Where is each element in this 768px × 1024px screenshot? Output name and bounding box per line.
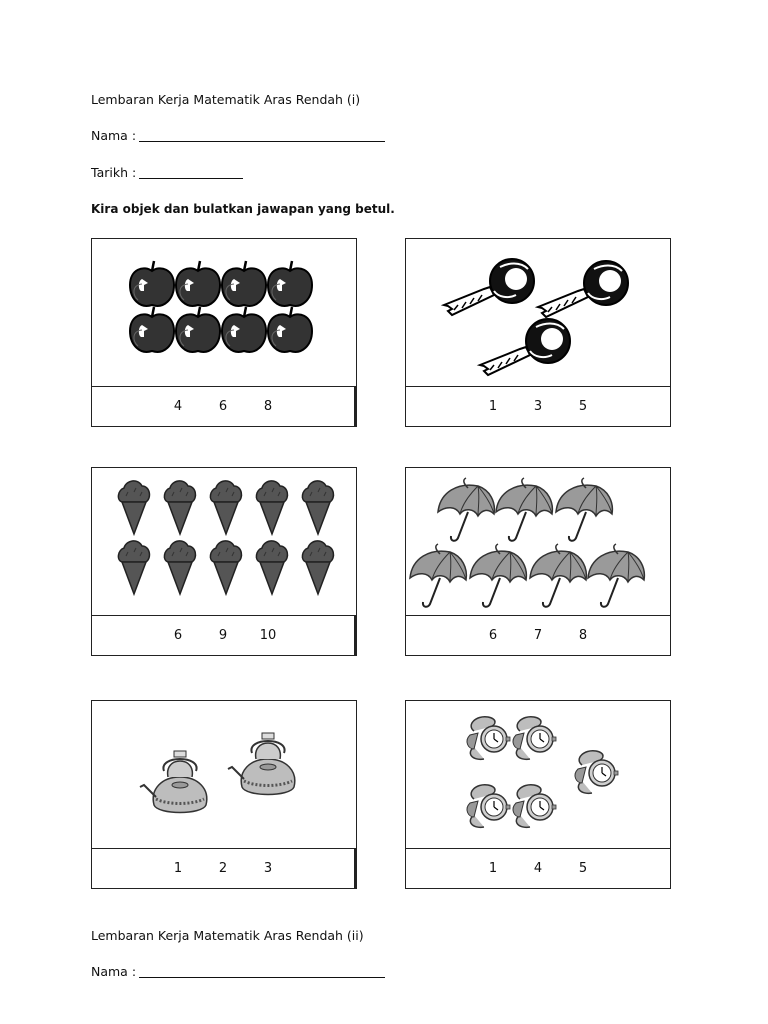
name-label: Nama : [91,128,137,143]
umbrella-icon [410,544,466,607]
name-blank[interactable] [139,129,385,142]
answer-row [92,848,356,888]
card-keys [405,238,671,427]
key-icon [480,319,570,375]
apple-icon [222,261,266,306]
answer-option[interactable]: 9 [218,628,228,643]
answer-option[interactable]: 4 [173,399,183,414]
ice-cream-icon [256,541,287,594]
umbrella-icon [556,478,612,541]
apple-icon [130,261,174,306]
answer-option[interactable]: 1 [488,399,498,414]
kettle-icon [140,751,207,813]
answer-row [406,386,670,426]
umbrella-icon [588,544,644,607]
ice-cream-group [92,468,356,617]
worksheet-title-2-text: Lembaran Kerja Matematik Aras Rendah (ii) [91,928,364,943]
ice-cream-icon [210,481,241,534]
ice-cream-icon [210,541,241,594]
answer-option[interactable]: 1 [488,861,498,876]
key-group [406,239,670,388]
umbrella-icon [438,478,494,541]
apple-icon [268,261,312,306]
apple-group [92,239,356,388]
name-row [91,128,385,143]
key-icon [444,259,534,315]
watch-icon [467,785,510,828]
answer-row [406,615,670,655]
answer-option[interactable]: 3 [533,399,543,414]
answer-option[interactable]: 3 [263,861,273,876]
worksheet-title-2 [91,928,364,943]
card-kettles [91,700,357,889]
answer-option[interactable]: 2 [218,861,228,876]
answer-option[interactable]: 6 [173,628,183,643]
umbrella-group [406,468,670,617]
apple-icon [130,307,174,352]
apple-icon [222,307,266,352]
answer-option[interactable]: 5 [578,399,588,414]
name-blank-2[interactable] [139,965,385,978]
apple-icon [176,261,220,306]
date-row [91,165,243,180]
answer-option[interactable]: 8 [578,628,588,643]
answer-row [406,848,670,888]
watch-icon [513,717,556,760]
umbrella-icon [530,544,586,607]
answer-option[interactable]: 6 [488,628,498,643]
answer-option[interactable]: 1 [173,861,183,876]
watch-icon [575,751,618,794]
answer-row [92,386,356,426]
watch-group [406,701,670,850]
ice-cream-icon [302,541,333,594]
card-ice-creams [91,467,357,656]
apple-icon [176,307,220,352]
answer-option[interactable]: 5 [578,861,588,876]
worksheet-title [91,92,360,107]
card-apples [91,238,357,427]
kettle-icon [228,733,295,795]
name-label-2: Nama : [91,964,137,979]
answer-option[interactable]: 6 [218,399,228,414]
name-row-2 [91,964,385,979]
umbrella-icon [496,478,552,541]
worksheet-title-text: Lembaran Kerja Matematik Aras Rendah (i) [91,92,361,107]
ice-cream-icon [164,481,195,534]
ice-cream-icon [164,541,195,594]
answer-row [92,615,356,655]
answer-option[interactable]: 10 [259,628,277,643]
apple-icon [268,307,312,352]
date-label: Tarikh : [91,165,137,180]
card-watches [405,700,671,889]
answer-option[interactable]: 4 [533,861,543,876]
instruction-text: Kira objek dan bulatkan jawapan yang betul. [91,202,395,216]
watch-icon [513,785,556,828]
card-umbrellas [405,467,671,656]
ice-cream-icon [256,481,287,534]
kettle-group [92,701,356,850]
umbrella-icon [470,544,526,607]
date-blank[interactable] [139,166,243,179]
watch-icon [467,717,510,760]
ice-cream-icon [118,481,149,534]
key-icon [538,261,628,317]
answer-option[interactable]: 7 [533,628,543,643]
ice-cream-icon [302,481,333,534]
answer-option[interactable]: 8 [263,399,273,414]
ice-cream-icon [118,541,149,594]
instruction [91,202,395,216]
